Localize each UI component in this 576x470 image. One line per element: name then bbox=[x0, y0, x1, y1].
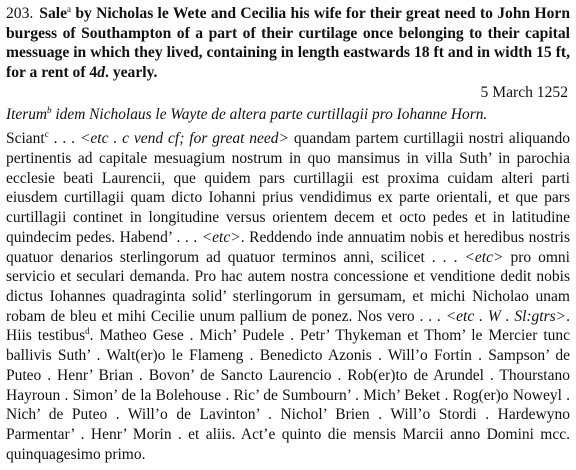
latin-charter-text bbox=[6, 129, 570, 464]
editorial-note-2: <etc> bbox=[201, 228, 241, 246]
footnote-mark-c: c bbox=[44, 129, 49, 140]
editorial-note-4: <etc . W . Sl:gtrs> bbox=[445, 307, 567, 325]
latin-body-1: quandam partem curtillagii nostri aliquando pertinentis ad capitale mesuagium nostrum in quo mansimus in villa Suth’ in parochia ecclesie beati Laurencii, que quidem pars curtillagii est proxima cuidam alteri parti eiusdem curtillagii quam dicto Iohanni prius vendidimus ex parte orientali, et que pars curtillagii continet in longitudine versus orientem decem et octo pedes et in latitudine quindecim pedes. Habend’ . . . bbox=[6, 130, 571, 246]
rubric-rest: idem Nicholaus le Wayte de altera parte curtillagii pro Iohanne Horn. bbox=[51, 106, 488, 124]
entry-date: 5 March 1252 bbox=[480, 84, 568, 102]
heading-text-3: . yearly. bbox=[105, 63, 158, 81]
rubric-line bbox=[6, 105, 570, 124]
latin-ellipsis-1: . . . bbox=[48, 130, 80, 148]
heading-pence-mark: d bbox=[97, 63, 106, 81]
entry-number: 203. bbox=[6, 5, 34, 22]
editorial-note-3: <etc> bbox=[464, 248, 504, 266]
entry-heading bbox=[6, 4, 570, 82]
footnote-mark-b: b bbox=[47, 105, 52, 116]
latin-witness-intro: . Hiis testibus bbox=[6, 307, 570, 345]
rubric-start: Iterum bbox=[6, 106, 48, 124]
latin-body-3: pro omni servicio et seculari demanda. Pro hac autem nostra concessione et venditione dedit nobis dictus Iohannes quadraginta solid’ sterlingorum in gersumam, et michi Nicholao unam robam de bleu et mihi Cecilie unum pallium de ponez. Nos vero . . . bbox=[6, 248, 570, 325]
latin-sciant: Sciant bbox=[6, 130, 45, 148]
latin-witness-list: . Matheo Gese . Mich’ Pudele . Petr’ Thykeman et Thom’ le Mercier tunc ballivis Suth’ . Walt(er)o le Flameng . Benedicto Azonis . Will’o Fortin . Sampson’ de Puteo . Henr’ Brian . Bovon’ de Sancto Laurencio . Rob(er)to de Arundel . Thourstano Hayroun . Simon’ de la Bolehouse . Ric’ de Sumbourn’ . Mich’ Beket . Rog(er)o Noweyl . Nich’ de Puteo . Will’o de Lavinton’ . Nichol’ Brien . Will’o Stordi . Hardewyno Parmentar’ . Henr’ Morin . et aliis. Act’e quinto die mensis Marcii anno Domini mcc. quinquagesimo primo. bbox=[6, 327, 571, 463]
heading-text-1: Sale bbox=[39, 5, 68, 22]
footnote-mark-a: a bbox=[67, 3, 72, 14]
footnote-mark-d: d bbox=[85, 326, 90, 337]
heading-text-2: by Nicholas le Wete and Cecilia his wife for their great need to John Horn burgess of Southampton of a part of their curtilage once belonging to their capital messuage in which they lived, containing in length eastwards 18 ft and in width 15 ft, for a rent of 4 bbox=[6, 5, 570, 81]
editorial-note-1: <etc . c vend cf; for great need> bbox=[79, 130, 290, 148]
latin-body-2: . Reddendo inde annuatim nobis et heredibus nostris quatuor denarios sterlingorum ad quatuor terminos anni, scilicet . . . bbox=[6, 228, 570, 266]
